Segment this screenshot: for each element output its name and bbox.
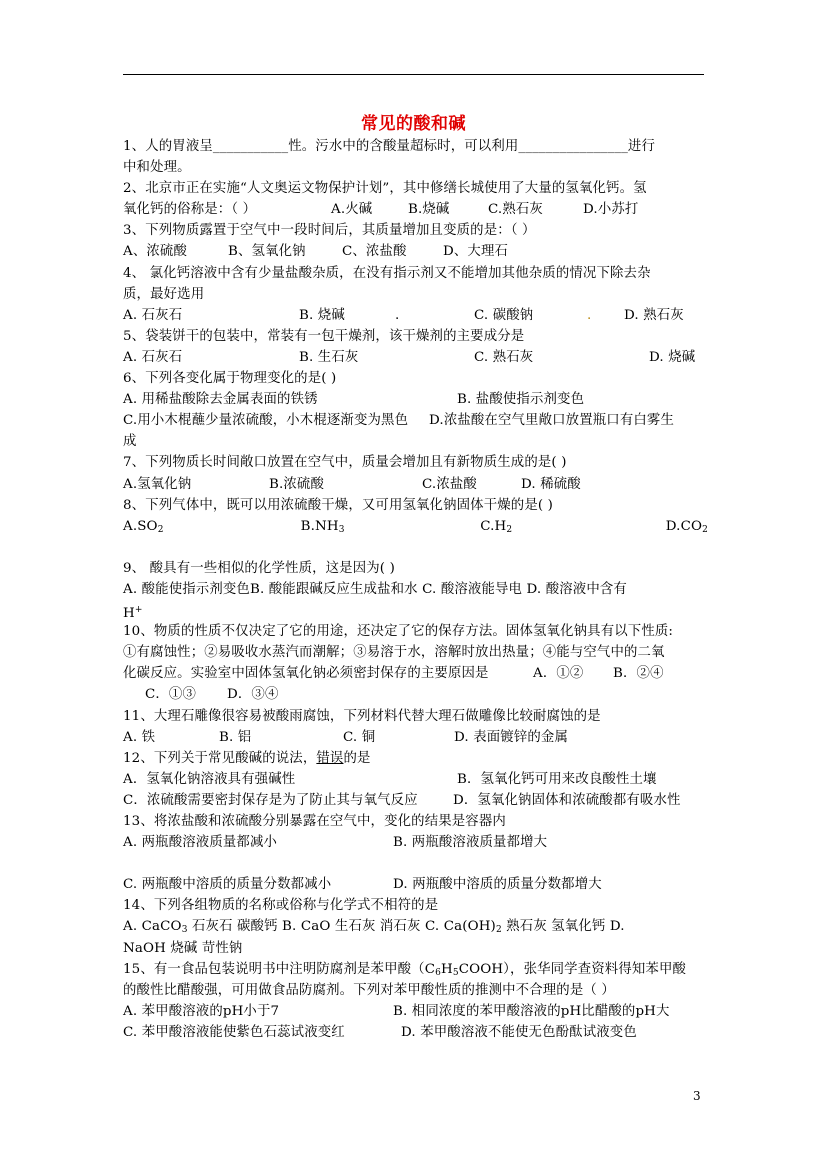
- question-10-line-3: [123, 663, 708, 684]
- question-4-line-2: 质，最好选用: [123, 286, 205, 302]
- option-a: A.火碱: [331, 202, 373, 218]
- question-8-stem: 8、下列气体中，既可以用浓硫酸干燥，又可用氢氧化钠固体干燥的是( ): [123, 497, 554, 513]
- option-b: B、氢氧化钠: [228, 244, 306, 260]
- option-a: A. 两瓶酸溶液质量都减小: [123, 835, 278, 851]
- spacer: [123, 853, 708, 874]
- header-rule: [123, 74, 704, 75]
- option-b: B. 烧碱: [299, 307, 345, 323]
- option-d: D、大理石: [443, 244, 509, 260]
- question-6-option-d-cont: 成: [123, 434, 137, 450]
- question-13-options-ab: [123, 832, 708, 853]
- option-b: $B.NH_3$: [300, 518, 345, 535]
- question-2-line-1: 2、北京市正在实施“人文奥运文物保护计划”，其中修缮长城使用了大量的氢氧化钙。氢: [123, 181, 647, 197]
- question-8-options: [123, 516, 708, 537]
- option-d: D. 苯甲酸溶液不能使无色酚酞试液变色: [401, 1024, 637, 1040]
- question-1-line-2: 中和处理。: [123, 160, 191, 176]
- question-9-options-cont: H+: [123, 605, 143, 622]
- option-c: C.熟石灰: [488, 202, 543, 218]
- option-d: D. 表面镀锌的金属: [454, 729, 569, 745]
- option-d: D.浓盐酸在空气里敞口放置瓶口有白雾生: [429, 413, 675, 429]
- option-a: A．①②: [533, 666, 584, 682]
- mark-dot: .: [587, 307, 592, 323]
- option-b: B. 铝: [219, 729, 252, 745]
- question-9-options: A. 酸能使指示剂变色B. 酸能跟碱反应生成盐和水 C. 酸溶液能导电 D. 酸溶液中含有: [123, 581, 627, 597]
- option-a: A. 苯甲酸溶液的pH小于7: [123, 1003, 280, 1019]
- question-2-stem-end: 氧化钙的俗称是：（ ）: [123, 202, 257, 218]
- question-7-options: [123, 474, 708, 495]
- option-c: C．①③: [145, 687, 197, 703]
- option-c: C. 苯甲酸溶液能使紫色石蕊试液变红: [123, 1024, 345, 1040]
- question-6-options-cd: [123, 410, 708, 431]
- option-c: C. 熟石灰: [474, 349, 534, 365]
- option-c: C．浓硫酸需要密封保存是为了防止其与氧气反应: [123, 792, 418, 808]
- option-d: D.小苏打: [583, 202, 639, 218]
- option-b: B．氢氧化钙可用来改良酸性土壤: [457, 771, 657, 787]
- option-c: C.用小木棍蘸少量浓硫酸，小木棍逐渐变为黑色: [123, 413, 409, 429]
- question-11-stem: 11、大理石雕像很容易被酸雨腐蚀，下列材料代替大理石做雕像比较耐腐蚀的是: [123, 708, 601, 724]
- question-13-options-cd: [123, 874, 708, 895]
- option-b: B. 相同浓度的苯甲酸溶液的pH比醋酸的pH大: [393, 1003, 670, 1019]
- question-12-options-cd: [123, 790, 708, 811]
- question-6-stem: 6、下列各变化属于物理变化的是( ): [123, 371, 337, 387]
- option-d: $D.CO_2$: [665, 518, 708, 535]
- option-d: D．③④: [227, 687, 279, 703]
- option-b: B.浓硫酸: [269, 476, 325, 492]
- question-5-stem: 5、袋装饼干的包装中，常装有一包干燥剂，该干燥剂的主要成分是: [123, 328, 525, 344]
- option-a: $A.SO_2$: [123, 518, 164, 535]
- question-list: [123, 136, 708, 1043]
- option-d: D．氢氧化钠固体和浓硫酸都有吸水性: [453, 792, 681, 808]
- option-b: B.烧碱: [408, 202, 450, 218]
- question-9-stem: 9、 酸具有一些相似的化学性质，这是因为( ): [123, 560, 395, 576]
- question-4-options: [123, 305, 708, 326]
- option-d: D. 烧碱: [649, 349, 696, 365]
- question-5-options: [123, 347, 708, 368]
- option-a: A. 用稀盐酸除去金属表面的铁锈: [123, 392, 318, 408]
- question-10-stem-end: 化碳反应。实验室中固体氢氧化钠必须密封保存的主要原因是: [123, 666, 489, 682]
- question-13-stem: 13、将浓盐酸和浓硫酸分别暴露在空气中，变化的结果是容器内: [123, 814, 506, 829]
- option-c: C. 碳酸钠: [474, 307, 534, 323]
- question-3-stem: 3、下列物质露置于空气中一段时间后，其质量增加且变质的是：（ ）: [123, 223, 536, 239]
- question-1-line-1: 1、人的胃液呈___________性。污水中的含酸量超标时，可以利用________________进行: [123, 139, 656, 154]
- question-3-options: [123, 241, 708, 262]
- question-2-line-2: [123, 199, 708, 220]
- question-12-options-ab: [123, 769, 708, 790]
- option-c: C.浓盐酸: [422, 476, 477, 492]
- spacer: [123, 537, 708, 558]
- option-d: D. 两瓶酸中溶质的质量分数都增大: [393, 877, 602, 893]
- question-10-line-1: 10、物质的性质不仅决定了它的用途，还决定了它的保存方法。固体氢氧化钠具有以下性质:: [123, 624, 674, 640]
- option-b: B. 盐酸使指示剂变色: [457, 392, 585, 408]
- option-a: A. 石灰石: [123, 349, 183, 365]
- question-14-stem: 14、下列各组物质的名称或俗称与化学式不相符的是: [123, 898, 439, 914]
- question-15-options-ab: [123, 1001, 708, 1022]
- question-7-stem: 7、下列物质长时间敞口放置在空气中，质量会增加且有新物质生成的是( ): [123, 455, 567, 471]
- option-c: C. 铜: [343, 729, 376, 745]
- option-a: A．氢氧化钠溶液具有强碱性: [123, 771, 296, 787]
- option-b: B．②④: [613, 666, 664, 682]
- question-4-line-1: 4、 氯化钙溶液中含有少量盐酸杂质，在没有指示剂又不能增加其他杂质的情况下除去杂: [123, 265, 651, 281]
- option-b: B. 两瓶酸溶液质量都增大: [393, 835, 548, 851]
- page-number: 3: [693, 1089, 701, 1103]
- option-c: $C.H_2$: [480, 518, 513, 535]
- question-10-line-2: ①有腐蚀性；②易吸收水蒸汽而潮解；③易溶于水，溶解时放出热量；④能与空气中的二氧: [123, 645, 665, 661]
- option-d: D. 熟石灰: [624, 307, 684, 323]
- option-b: B. 生石灰: [299, 349, 359, 365]
- question-15-line-1: 15、有一食品包装说明书中注明防腐剂是苯甲酸$(C_6H_5COOH)$，张华同学查资料得知苯甲酸: [123, 961, 687, 978]
- option-a: A、浓硫酸: [123, 244, 187, 260]
- question-14-options: A. CaCO$_3$ 石灰石 碳酸钙 B. CaO 生石灰 消石灰 C. $Ca(OH)_2$ 熟石灰 氢氧化钙 D.: [123, 919, 625, 936]
- question-10-options-cd: [123, 684, 708, 705]
- question-15-options-cd: [123, 1022, 708, 1043]
- question-12-stem: 12、下列关于常见酸碱的说法，错误的是: [123, 750, 371, 766]
- option-a: A. 石灰石: [123, 307, 183, 323]
- option-c: C、浓盐酸: [342, 244, 407, 260]
- question-15-line-2: 的酸性比醋酸强，可用做食品防腐剂。下列对苯甲酸性质的推测中不合理的是（ ）: [123, 982, 615, 998]
- question-6-options-ab: [123, 389, 708, 410]
- page-title: 常见的酸和碱: [361, 114, 466, 134]
- mark-dot: .: [395, 307, 400, 323]
- option-a: A.氢氧化钠: [123, 476, 192, 492]
- option-c: C. 两瓶酸中溶质的质量分数都减小: [123, 877, 332, 893]
- question-11-options: [123, 727, 708, 748]
- option-d: D. 稀硫酸: [521, 476, 581, 492]
- option-a: A. 铁: [123, 729, 156, 745]
- question-14-options-cont: NaOH 烧碱 苛性钠: [123, 940, 243, 956]
